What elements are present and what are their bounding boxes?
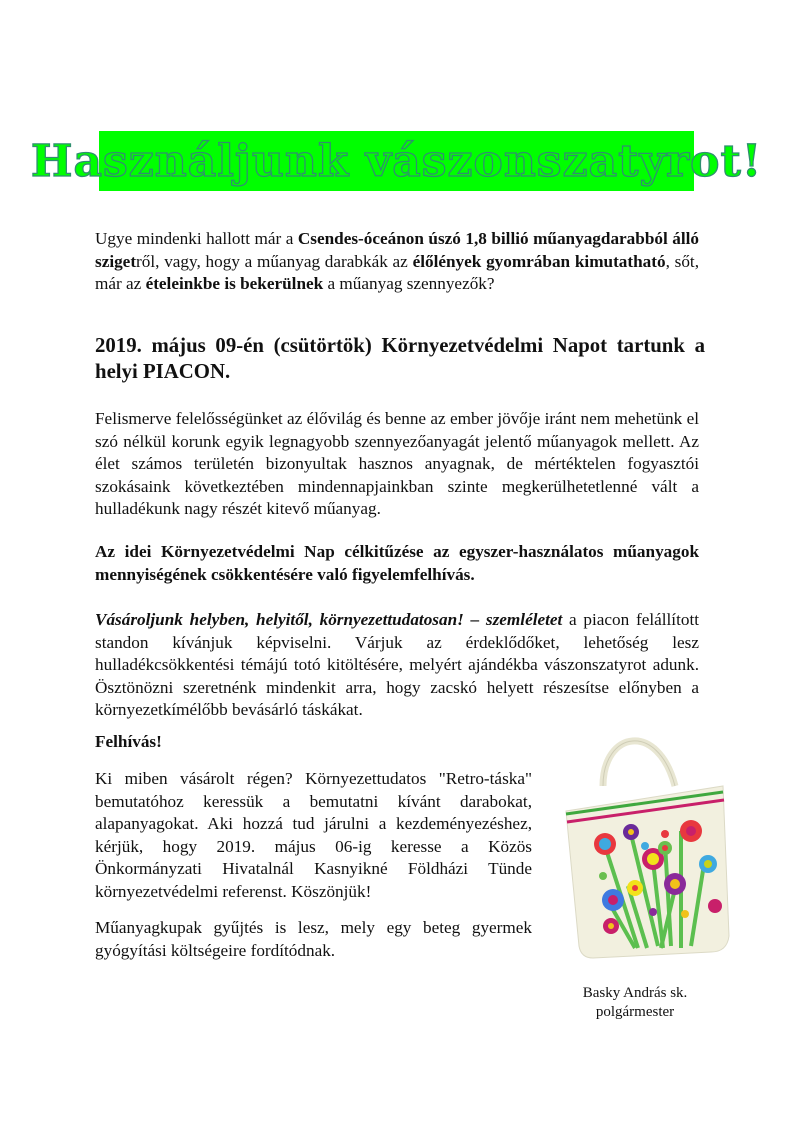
title-banner [30, 131, 763, 191]
intro-text: a műanyag szennyezők? [323, 274, 495, 294]
tote-bag-image [563, 726, 733, 961]
intro-text: Ugye mindenki hallott már a [95, 229, 298, 248]
intro-paragraph [95, 228, 699, 296]
call-heading: Felhívás! [95, 732, 162, 751]
intro-text: ről, vagy, hogy a műanyag darabkák az [136, 251, 413, 271]
signature-block [545, 984, 725, 1022]
intro-text: , sőt, már az [95, 251, 700, 294]
slogan-text: Vásároljunk helyben, helyitől, környezettudatosan! – szemléletet [95, 610, 563, 629]
slogan-paragraph [95, 609, 699, 722]
event-heading: 2019. május 09-én (csütörtök) Környezetvédelmi Napot tartunk a helyi PIACON. [95, 334, 705, 383]
intro-bold-island: Csendes-óceánon úszó 1,8 billió műanyagdarabból álló sziget [95, 229, 699, 271]
responsibility-paragraph: Felismerve felelősségünket az élővilág és benne az ember jövője iránt nem mehetünk el szó nélkül korunk egyik legnagyobb szennyezőanyagát jelentő műanyagok mellett. Az élet számos területén bizonyultak hasznos anyagnak, de mértéktelen fogyasztói szokásaink következtében mindennapjainkban szinte megkerülhetetlenné vált a hulladékunk nagy részét kitevő műanyag. [95, 409, 699, 519]
call-paragraph: Ki miben vásárolt régen? Környezettudatos "Retro-táska" bemutatóhoz keressük a bemutatni kívánt darabokat, alapanyagokat. Aki hozzá tud járulni a kezdeményezéshez, kérjük, hogy 2019. május 06-ig keresse a Közös Önkormányzati Hivatalnál Kasnyikné Földházi Tünde környezetvédelmi referenst. Köszönjük! [95, 769, 532, 901]
intro-bold-organisms: élőlények gyomrában kimutatható [412, 251, 666, 271]
page-title: Használjunk vászonszatyrot! [30, 135, 763, 187]
signature-title: polgármester [595, 1004, 675, 1020]
goal-paragraph: Az idei Környezetvédelmi Nap célkitűzése az egyszer-használatos műanyagok mennyiségének csökkentésére való figyelemfelhívás. [95, 542, 699, 584]
intro-bold-food: ételeinkbe is bekerülnek [145, 274, 324, 294]
slogan-rest: a piacon felállított standon kívánjuk képviselni. Várjuk az érdeklődőket, lehetőség lesz hulladékcsökkentési témájú totó kitöltésére, melyért ajándékba vászonszatyrot adunk. Ösztönözni szeretnénk mindenkit arra, hogy zacskó helyett részesítse előnyben a környezetkímélőbb bevásárló táskákat. [95, 610, 699, 720]
signature-name: Basky András sk. [582, 985, 688, 1001]
caps-paragraph: Műanyagkupak gyűjtés is lesz, mely egy beteg gyermek gyógyítási költségeire fordítódnak. [95, 918, 532, 960]
